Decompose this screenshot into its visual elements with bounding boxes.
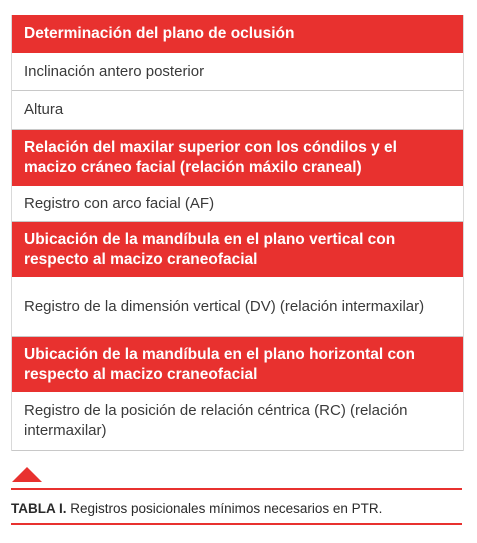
row-text: Registro con arco facial (AF) <box>24 194 215 212</box>
table-row <box>12 53 463 91</box>
section-header-maxilla-relation <box>12 130 463 186</box>
caption-rule-top <box>11 488 462 490</box>
section-header-text: Ubicación de la mandíbula en el plano vertical con respecto al macizo craneofacial <box>24 230 396 268</box>
table-row <box>12 277 463 337</box>
caption-label: TABLA I. <box>11 501 67 516</box>
table-row <box>12 392 463 451</box>
table-row <box>12 186 463 222</box>
row-text: Inclinación antero posterior <box>24 62 205 80</box>
section-header-text: Ubicación de la mandíbula en el plano horizontal con respecto al macizo craneofacial <box>24 345 415 383</box>
table-caption <box>11 500 462 518</box>
section-header-text: Determinación del plano de oclusión <box>24 25 295 42</box>
row-text: Registro de la posición de relación céntrica (RC) (relación intermaxilar) <box>24 402 408 439</box>
triangle-marker-icon <box>12 467 42 482</box>
section-header-vertical-plane <box>12 222 463 277</box>
row-text: Registro de la dimensión vertical (DV) (relación intermaxilar) <box>24 297 425 315</box>
section-header-occlusal-plane <box>12 15 463 53</box>
caption-text: Registros posicionales mínimos necesarios en PTR. <box>66 501 383 516</box>
row-text: Altura <box>24 101 64 118</box>
section-header-text: Relación del maxilar superior con los cóndilos y el macizo cráneo facial (relación máxilo craneal) <box>24 139 397 176</box>
section-header-horizontal-plane <box>12 337 463 392</box>
caption-rule-bottom <box>11 523 462 525</box>
records-table <box>11 15 464 451</box>
table-row <box>12 91 463 130</box>
